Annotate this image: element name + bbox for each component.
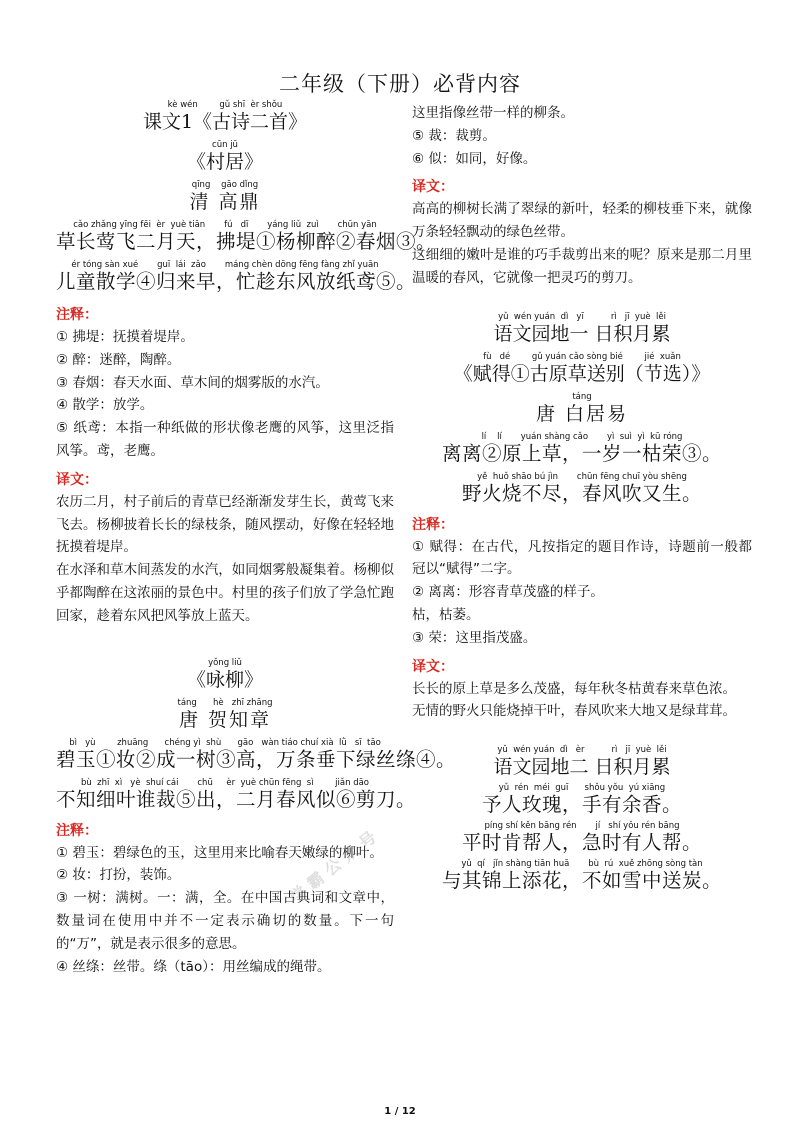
poem-title (412, 352, 752, 386)
poem-line (56, 777, 417, 812)
pinyin: yǔ wén yuán dì èr rì jī yuè lěi (497, 745, 667, 756)
note-item: 这里指像丝带一样的柳条。 (412, 105, 574, 121)
note-item: ③ 春烟：春天水面、草木间的烟雾版的水汽。 (56, 374, 329, 391)
pinyin: qīng gāo dǐng (191, 180, 259, 190)
saying-text: 予人玫瑰，手有余香。 (481, 793, 682, 817)
note-item: ① 碧玉：碧绿色的玉，这里用来比喻春天嫩绿的柳叶。 (56, 844, 383, 861)
pinyin: yě huǒ shāo bú jìn chūn fēng chuī yòu shēng (477, 471, 687, 482)
section-heading (412, 312, 752, 346)
poem-line-text: 儿童散学④归来早，忙趁东风放纸鸢⑤。 (56, 270, 417, 293)
note-item: ② 妆：打扮，装饰。 (56, 867, 181, 884)
note-item: ⑤ 纸鸢：本指一种纸做的形状像老鹰的风筝，这里泛指风筝。鸢，老鹰。 (56, 420, 394, 459)
poem-line-text: 草长莺飞二月天，拂堤①杨柳醉②春烟③。 (56, 230, 437, 253)
pinyin: píng shí kěn bāng rén jí shí yǒu rén bāng (484, 821, 680, 832)
translation-paragraph: 高高的柳树长满了翠绿的新叶，轻柔的柳枝垂下来，就像万条轻轻飘动的绿色丝带。 (412, 201, 752, 241)
note-item: ④ 丝绦：丝带。绦（tāo）：用丝编成的绳带。 (56, 958, 331, 975)
lesson-title: 课文1《古诗二首》 (142, 111, 308, 133)
translation-paragraph: 农历二月，村子前后的青草已经渐渐发芽生长，黄莺飞来飞去。杨柳披着长长的绿枝条，随风摆动，好像在轻轻地抚摸着堤岸。 (56, 493, 394, 556)
note-item: ③ 一树：满树。一：满，全。在中国古典词和文章中，数量词在使用中并不一定表示确切的数量。下一句的“万”，就是表示很多的意思。 (56, 890, 394, 952)
lesson-heading (56, 100, 394, 134)
poem-line-text: 野火烧不尽，春风吹又生。 (461, 481, 702, 505)
poem-line-text: 不知细叶谁裁⑤出，二月春风似⑥剪刀。 (56, 787, 417, 811)
pinyin: lí lí yuán shàng cǎo yì suì yì kū róng (481, 431, 683, 442)
note-item: ② 醉：迷醉，陶醉。 (56, 351, 181, 368)
pinyin: ér tóng sàn xué guī lái zǎo máng chèn dōng fēng fàng zhǐ yuān (71, 260, 379, 270)
notes-label: 注释： (412, 516, 454, 533)
note-item: 枯，枯萎。 (412, 606, 480, 623)
poem-line-text: 离离②原上草，一岁一枯荣③。 (441, 441, 722, 465)
notes-label: 注释： (56, 822, 98, 839)
poem-title (56, 658, 394, 692)
poem-author (412, 392, 752, 426)
note-item: ③ 荣：这里指茂盛。 (412, 629, 537, 646)
poem-author (56, 180, 394, 214)
note-item: ④ 散学：放学。 (56, 397, 154, 414)
poem-title-text: 《咏柳》 (186, 668, 263, 691)
pinyin: yǒng liǔ (208, 657, 242, 668)
notes-label: 注释： (56, 307, 98, 323)
saying-text: 与其锦上添花，不如雪中送炭。 (441, 869, 722, 893)
author-text: 唐 白居易 (535, 402, 629, 425)
pinyin: yǔ qí jǐn shàng tiān huā bù rú xuě zhōng sòng tàn (461, 859, 703, 870)
section-heading (412, 745, 752, 779)
poem-author (56, 698, 394, 732)
pinyin: bù zhī xì yè shuí cái chū èr yuè chūn fēng sì jiǎn dāo (81, 777, 369, 788)
note-item: ⑥ 似：如同，好像。 (412, 150, 537, 167)
poem-line (56, 737, 457, 772)
pinyin: yǔ wén yuán dì yī rì jī yuè lěi (498, 311, 666, 322)
note-item: ② 离离：形容青草茂盛的样子。 (412, 584, 604, 601)
translation-paragraph: 无情的野火只能烧掉干叶，春风吹来大地又是绿茸茸。 (412, 703, 736, 720)
poem-line (56, 220, 437, 254)
section-heading-text: 语文园地一 日积月累 (493, 322, 671, 345)
pinyin: cūn jū (212, 140, 238, 150)
page-title: 二年级（下册）必背内容 (279, 72, 521, 96)
saying-text: 平时肯帮人，急时有人帮。 (461, 831, 702, 855)
note-item: ① 赋得：在古代，凡按指定的题目作诗，诗题前一般都冠以“赋得”二字。 (412, 538, 752, 578)
translation-paragraph: 这细细的嫩叶是谁的巧手裁剪出来的呢？原来是那二月里温暖的春风，它就像一把灵巧的剪刀。 (412, 246, 752, 286)
right-column (412, 102, 752, 893)
note-item: ⑤ 裁：裁剪。 (412, 127, 496, 144)
pinyin: cǎo zhǎng yīng fēi èr yuè tiān fú dī yáng liǔ zuì chūn yān (73, 220, 377, 230)
pinyin: fù dé gǔ yuán cǎo sòng bié jié xuǎn (483, 351, 681, 362)
poem-line (56, 260, 417, 294)
author-text: 清 高鼎 (189, 191, 261, 213)
pinyin: táng hè zhī zhāng (177, 697, 273, 708)
translation-label: 译文： (412, 658, 454, 675)
watermark: 学霸公众号 (286, 823, 385, 907)
poem-line (412, 472, 752, 506)
translation-paragraph: 在水泽和草木间蒸发的水汽，如同烟雾般凝集着。杨柳似乎都陶醉在这浓丽的景色中。村里的孩子们放了学急忙跑回家，趁着东风把风筝放上蓝天。 (56, 562, 394, 624)
author-text: 唐 贺知章 (178, 708, 272, 731)
translation-label: 译文： (56, 471, 98, 488)
note-item: ① 拂堤：抚摸着堤岸。 (56, 329, 194, 345)
translation-label: 译文： (412, 179, 454, 196)
poem-title-text: 《村居》 (186, 151, 263, 173)
poem-title-text: 《赋得①古原草送别（节选）》 (453, 362, 711, 385)
pinyin: táng (572, 391, 592, 402)
pinyin: kè wén gǔ shī èr shǒu (167, 100, 283, 110)
pinyin: bì yù zhuāng chéng yì shù gāo wàn tiáo chuí xià lǜ sī tāo (69, 737, 381, 748)
poem-line-text: 碧玉①妆②成一树③高，万条垂下绿丝绦④。 (56, 747, 457, 771)
translation-paragraph: 长长的原上草是多么茂盛，每年秋冬枯黄春来草色浓。 (412, 680, 736, 697)
page-number: 1 / 12 (384, 1106, 416, 1117)
section-heading-text: 语文园地二 日积月累 (493, 756, 671, 779)
pinyin: yǔ rén méi guī shǒu yǒu yú xiāng (498, 783, 666, 794)
poem-line (412, 432, 752, 466)
poem-title (56, 140, 394, 174)
